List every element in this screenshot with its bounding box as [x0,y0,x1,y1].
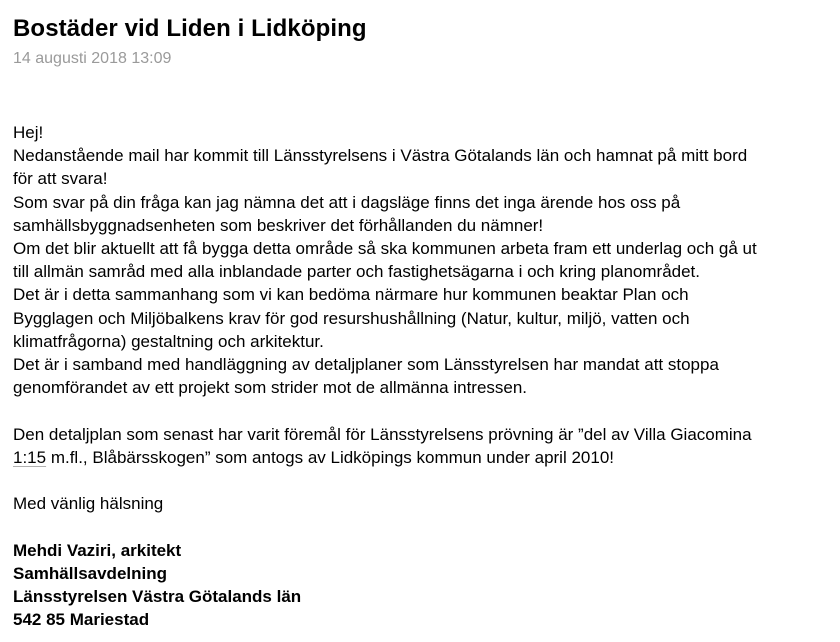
body-line [13,446,828,469]
body-line: för att svara! [13,169,108,189]
paragraph-spacer [13,515,828,538]
body-line: till allmän samråd med alla inblandade parter och fastighetsägarna i och kring planområdet. [13,262,700,282]
body-line: Den detaljplan som senast har varit föremål för Länsstyrelsens prövning är ”del av Villa Giacomina [13,424,752,444]
signature-name: Mehdi Vaziri, arkitekt [13,540,182,560]
body-line-text: m.fl., Blåbärsskogen” som antogs av Lidköpings kommun under april 2010! [46,447,614,467]
detected-time-link[interactable]: 1:15 [13,447,47,467]
signature-block [13,539,828,632]
body-line: Nedanstående mail har kommit till Länsstyrelsens i Västra Götalands län och hamnat på mitt bord [13,146,748,166]
closing-text: Med vänlig hälsning [13,494,164,514]
email-subject: Bostäder vid Liden i Lidköping [13,15,367,42]
signature-address: 542 85 Mariestad [13,610,150,630]
email-view [13,14,828,631]
email-date: 14 augusti 2018 13:09 [13,50,172,67]
body-line: samhällsbyggnadsenheten som beskriver det förhållanden du nämner! [13,215,544,235]
body-line: Som svar på din fråga kan jag nämna det att i dagsläge finns det inga ärende hos oss på [13,192,681,212]
body-line: klimatfrågorna) gestaltning och arkitektur. [13,331,324,351]
body-line: Hej! [13,123,44,142]
body-paragraph-1 [13,121,828,399]
body-line: Det är i samband med handläggning av detaljplaner som Länsstyrelsen har mandat att stoppa [13,355,719,375]
signature-department: Samhällsavdelning [13,563,167,583]
email-body [13,121,828,631]
paragraph-spacer [13,399,828,422]
body-line: genomförandet av ett projekt som strider mot de allmänna intressen. [13,378,528,398]
paragraph-spacer [13,469,828,492]
body-line: Det är i detta sammanhang som vi kan bedöma närmare hur kommunen beaktar Plan och [13,285,689,305]
body-line: Om det blir aktuellt att få bygga detta område så ska kommunen arbeta fram ett underlag och gå ut [13,239,757,259]
body-line: Bygglagen och Miljöbalkens krav för god resurshushållning (Natur, kultur, miljö, vatten och [13,308,690,328]
body-paragraph-2 [13,423,828,469]
signature-organization: Länsstyrelsen Västra Götalands län [13,587,302,607]
